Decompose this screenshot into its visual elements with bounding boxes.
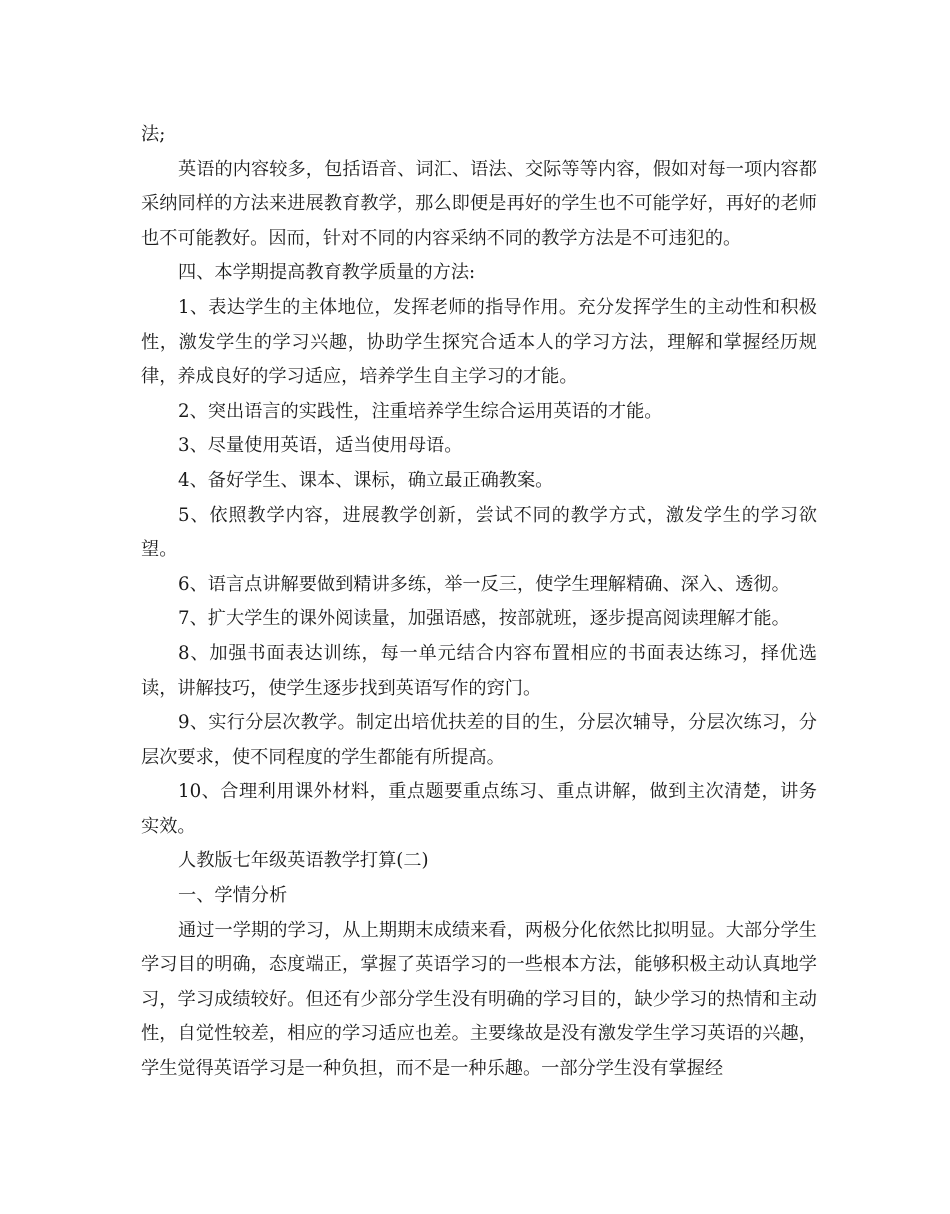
list-item-10: 10、合理利用课外材料，重点题要重点练习、重点讲解，做到主次清楚，讲务实效。 <box>141 781 817 837</box>
list-item-7: 7、扩大学生的课外阅读量，加强语感，按部就班，逐步提高阅读理解才能。 <box>178 608 790 630</box>
section-heading-methods: 四、本学期提高教育教学质量的方法: <box>178 262 476 284</box>
list-item-1: 1、表达学生的主体地位，发挥老师的指导作用。充分发挥学生的主动性和积极性，激发学生的学习兴趣，协助学生探究合适本人的学习方法，理解和掌握经历规律，养成良好的学习适应，培养学生自主学习的才能。 <box>141 296 817 388</box>
list-item-3: 3、尽量使用英语，适当使用母语。 <box>178 435 463 457</box>
document-body <box>141 118 817 1087</box>
list-item-9: 9、实行分层次教学。制定出培优扶差的目的生，分层次辅导，分层次练习，分层次要求，使不同程度的学生都能有所提高。 <box>141 712 817 768</box>
document-subtitle: 人教版七年级英语教学打算(二) <box>178 850 429 872</box>
list-item-2: 2、突出语言的实践性，注重培养学生综合运用英语的才能。 <box>178 400 663 422</box>
list-item-8: 8、加强书面表达训练，每一单元结合内容布置相应的书面表达练习，择优选读，讲解技巧，使学生逐步找到英语写作的窍门。 <box>141 642 817 699</box>
list-item-4: 4、备好学生、课本、课标，确立最正确教案。 <box>178 469 554 491</box>
paragraph-content-overview: 英语的内容较多，包括语音、词汇、语法、交际等等内容，假如对每一项内容都采纳同样的方法来进展教育教学，那么即便是再好的学生也不可能学好，再好的老师也不可能教好。因而，针对不同的内容采纳不同的教学方法是不可违犯的。 <box>141 158 817 249</box>
list-item-6: 6、语言点讲解要做到精讲多练，举一反三，使学生理解精确、深入、透彻。 <box>178 573 790 595</box>
paragraph-analysis: 通过一学期的学习，从上期期末成绩来看，两极分化依然比拟明显。大部分学生学习目的明确，态度端正，掌握了英语学习的一些根本方法，能够积极主动认真地学习，学习成绩较好。但还有少部分学生没有明确的学习目的，缺少学习的热情和主动性，自觉性较差，相应的学习适应也差。主要缘故是没有激发学生学习英语的兴趣，学生觉得英语学习是一种负担，而不是一种乐趣。一部分学生没有掌握经 <box>141 919 817 1080</box>
section-heading-analysis: 一、学情分析 <box>178 885 288 907</box>
paragraph-continuation: 法; <box>141 124 166 145</box>
list-item-5: 5、依照教学内容，进展教学创新，尝试不同的教学方式，激发学生的学习欲望。 <box>141 504 817 561</box>
